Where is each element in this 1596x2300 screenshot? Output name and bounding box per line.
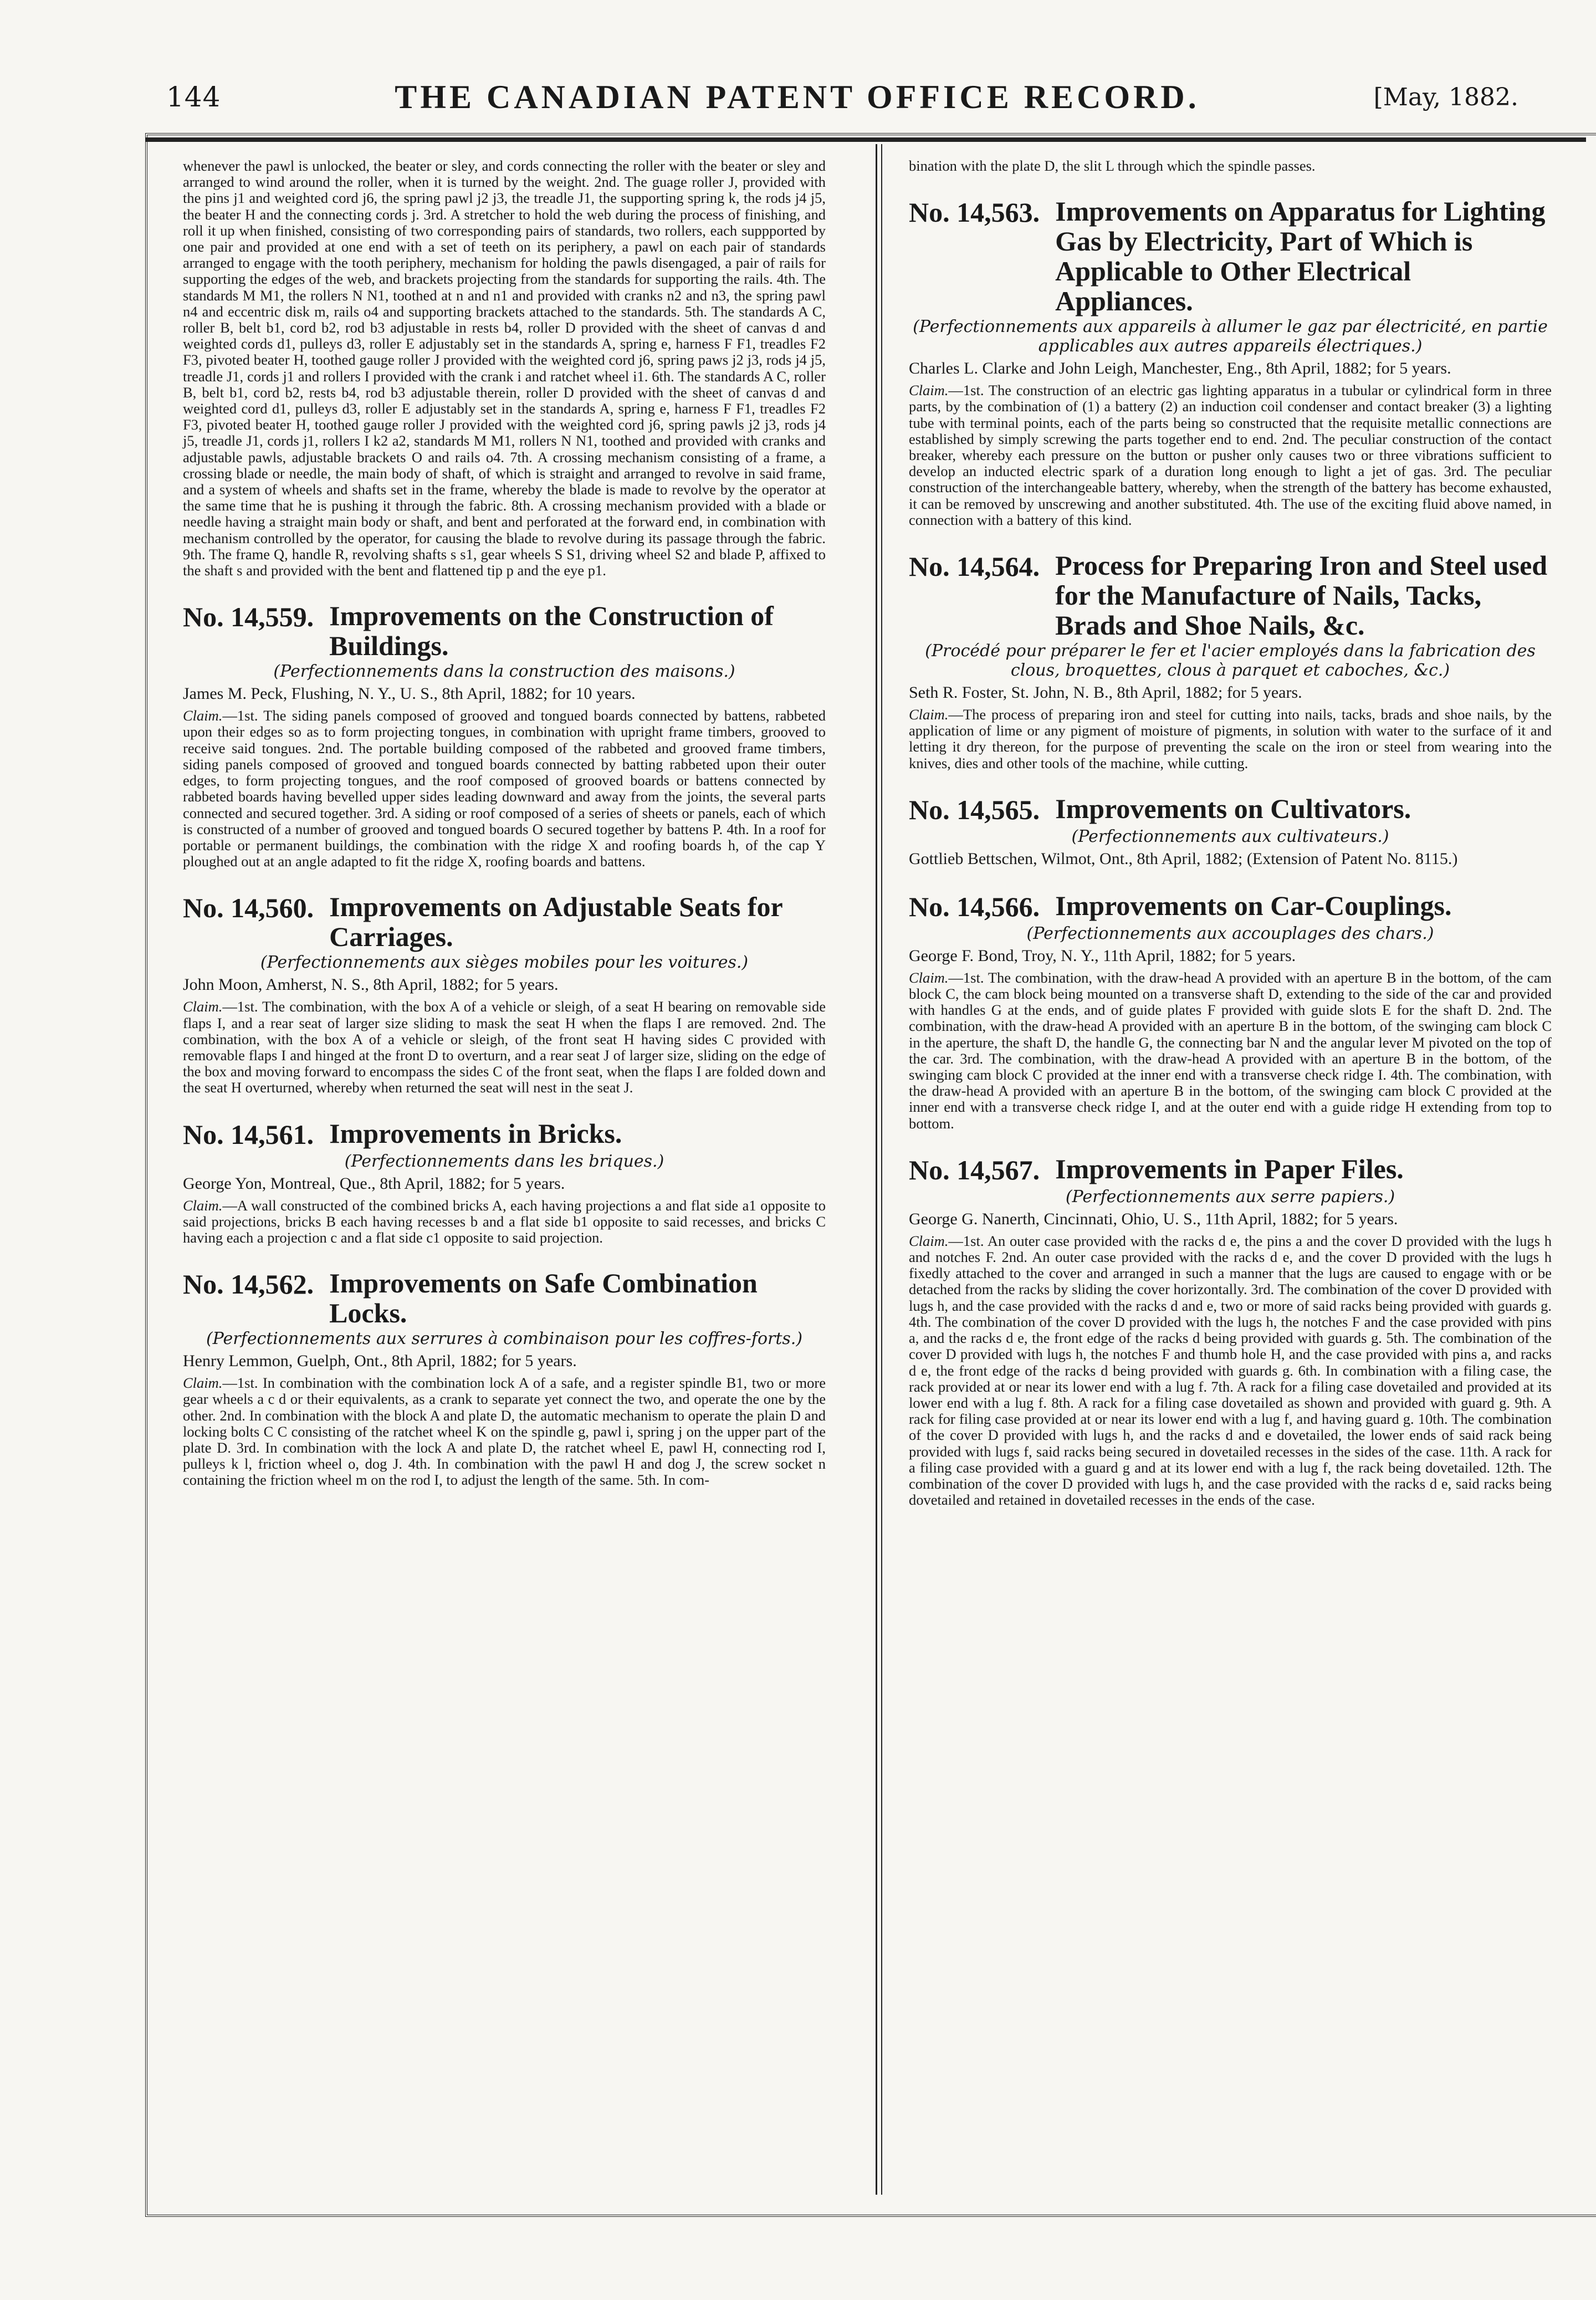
- french-title: (Perfectionnements dans la construction des maisons.): [273, 662, 735, 682]
- inventor-line: George F. Bond, Troy, N. Y., 11th April, 1882; for 5 years.: [909, 946, 1296, 965]
- french-title: (Perfectionnements aux serrures à combinaison pour les coffres-forts.): [206, 1329, 803, 1349]
- claim-body: —1st. The siding panels composed of grooved and tongued boards connected by battens, rabbeted upon their edges so as to form projecting tongues, in combination with upright frame timbers, grooved to receive said tongues. 2nd. The portable building composed of the rabbeted and grooved frame timbers, siding panels composed of grooved and tongued boards connected by batting rabbeted upon their outer edges, to form projecting tongues, and the roof composed of grooved boards or battens connected by rabbeted boards having bevelled upper sides leading downward and away from the joints, the several parts connected and secured together. 3rd. A siding or roof composed of a series of sheets or panels, each of which is constructed of a number of grooved and tongued boards O secured together by battens P. 4th. In a roof for portable or permanent buildings, the combination with the ridge X and roofing boards h, of the cap Y ploughed out at an angle adapted to fit the ridge X, roofing boards and battens.: [183, 707, 826, 870]
- claim-body: —1st. The construction of an electric gas lighting apparatus in a tubular or cylindrical form in three parts, by the combination of (1) a battery (2) an induction coil condenser and contact breaker (3) a lighting tube with terminal points, each of the parts being so constructed that the requisite metallic connections are established by simply screwing the parts together end to end. 2nd. The peculiar construction of the contact breaker, whereby each pressure on the button or pusher only causes two or three vibrations sufficient to develop an inducted electric spark of a duration long enough to light a jet of gas. 3rd. The peculiar construction of the interchangeable battery, whereby, when the strength of the battery has become exhausted, it can be removed by unscrewing and another substituted. 4th. The use of the exciting fluid above named, in connection with a battery of this kind.: [909, 382, 1552, 528]
- patent-number: No. 14,561.: [183, 1118, 314, 1150]
- claim-text: [183, 708, 826, 870]
- patent-number: No. 14,566.: [909, 891, 1040, 922]
- claim-lead: Claim.: [909, 969, 949, 986]
- french-title: (Perfectionnements dans les briques.): [344, 1151, 664, 1171]
- entry-heading: [909, 550, 1552, 640]
- continuation-text: whenever the pawl is unlocked, the beater or sley, and cords connecting the roller with the beater or sley and arranged to wind around the roller, when it is turned by the weight. 2nd. The guage roller J, provided with the pins j1 and weighted cord j6, the spring pawl j2 j3, the treadle J1, the supporting spring k, the rods j4 j5, the beater H and the connecting cords j. 3rd. A stretcher to hold the web during the process of finishing, and roll it up when finished, consisting of two corresponding pairs of standards, two rollers, each suppported by one pair and provided at one end with a set of teeth on its periphery, a pawl on each pair of standards arranged to engage with the tooth periphery, mechanism for holding the pawls disengaged, a pair of rails for supporting the edges of the web, and brackets projecting from the standards for supporting the rails. 4th. The standards M M1, the rollers N N1, toothed at n and n1 and provided with cranks n2 and n3, the spring pawl n4 and eccentric disk m, rails o4 and supporting brackets attached to the standards. 5th. The standards A C, roller B, belt b1, cord b2, rod b3 adjustable in rests b4, roller D provided with the sheet of canvas d and weighted cords d1, pulleys d3, roller E adjustably set in the standards A, spring e, harness F F1, treadles F2 F3, pivoted beater H, toothed gauge roller J provided with the weighted cord j6, spring paws j2 j3, rods j4 j5, treadle J1, cords j1 and rollers I provided with the crank i and ratchet wheel i1. 6th. The standards A C, roller B, belt b1, cord b2, rests b4, rod b3 adjustable therein, roller D provided with the sheet of canvas d and weighted cord d1, pulleys d3, roller E adjustably set in the standards A, spring e, harness F F1, treadles F2 F3, pivoted beater H, toothed gauge roller J provided with the weighted cord j6, spring pawls j2 j3, rods j4 j5, treadle J1, cords j1, rollers I k2 a2, standards M M1, rollers N N1, toothed and provided with cranks and adjustable pawls, adjustable brackets O and rails o4. 7th. A crossing mechanism consisting of a frame, a crossing blade or needle, the main body of shaft, of which is straight and arranged to revolve in said frame, and a system of wheels and shafts set in the frame, whereby the blade is made to revolve by the operator at the same time that he is pushing it through the fabric. 8th. A crossing mechanism provided with a blade or needle having a straight main body or shaft, and bent and perforated at the forward end, in combination with mechanism controlled by the operator, for causing the blade to revolve during its passage through the fabric. 9th. The frame Q, handle R, revolving shafts s s1, gear wheels S S1, driving wheel S2 and blade P, affixed to the shaft s and provided with the bent and flattened tip p and the eye p1.: [183, 157, 826, 579]
- patent-number: No. 14,559.: [183, 601, 314, 633]
- patent-title: Process for Preparing Iron and Steel used for the Manufacture of Nails, Tacks, Brads and Shoe Nails, &c.: [1055, 550, 1548, 641]
- claim-body: —1st. The combination, with the draw-head A provided with an aperture B in the bottom, of the cam block C, the cam block being mounted on a transverse shaft D, extending to the side of the car and provided with handles G at the ends, and of guide plates F provided with guide slots E for the shaft D. 2nd. The combination, with the draw-head A provided with an aperture B in the bottom, of the swinging cam block C in the aperture, the shaft D, the handle G, the connecting bar N and the angular lever M pivoted on the top of the car. 3rd. The combination, with the draw-head A provided with an aperture B in the bottom, of the swinging cam block C provided at the inner end with a transverse check ridge I. 4th. The combination, with the draw-head A provided with an aperture B in the bottom, of the swinging cam block C provided at the inner end with a transverse check ridge I, and at the outer end with a guide ridge H extending from top to bottom.: [909, 969, 1552, 1132]
- claim-text: [909, 707, 1552, 771]
- claim-lead: Claim.: [909, 706, 949, 723]
- claim-body: —The process of preparing iron and steel for cutting into nails, tacks, brads and shoe nails, by the application of lime or any pigment of moisture of pigments, in solution with water to the surface of it and letting it dry thereon, for the purpose of preventing the scale on the iron or steel from wearing into the knives, dies and other tools of the machine, while cutting.: [909, 706, 1552, 771]
- claim-text: [909, 1233, 1552, 1508]
- claim-body: —1st. An outer case provided with the racks d e, the pins a and the cover D provided with the lugs h and notches F. 2nd. An outer case provided with the racks d e, and the cover D provided with the lugs h fixedly attached to the cover and arranged in such a manner that the lugs are caused to engage with or be detached from the racks by sliding the cover horizontally. 3rd. The combination of the cover D provided with lugs h, and the case provided with the racks d and e, two or more of said racks being provided with guards g. 4th. The combination of the cover D provided with the lugs h, the notches F and the case provided with pins a, and the racks d e, the front edge of the racks d being provided with guards g. 5th. The combination of the cover D provided with lugs h, the notches F and thumb hole H, and the case provided with pins a, and racks d e, the front edge of the racks d being provided with guards g. 6th. In combination with a filing case, the rack provided at or near its lower end with a lug f. 7th. A rack for a filing case dovetailed and provided at its lower end with a lug f. 8th. A rack for a filing case dovetailed as shown and provided with guard g. 9th. A rack for filing case provided at or near its lower end with a lug f, and having guard g. 10th. The combination of the cover D provided with lugs h, and the racks d and e dovetailed, the lower ends of said rack being provided with lugs f, said racks being secured in dovetailed recesses in the sides of the case. 11th. A rack for a filing case provided with a guard g and at its lower end with a lug f, the rack being dovetailed. 12th. The combination of the cover D provided with lugs h, and the case provided with the racks d e, said racks being dovetailed and retained in dovetailed recesses in the ends of the case.: [909, 1232, 1552, 1509]
- inventor-line: Seth R. Foster, St. John, N. B., 8th April, 1882; for 5 years.: [909, 683, 1302, 702]
- patent-title: Improvements in Bricks.: [329, 1117, 622, 1149]
- entry-heading: [909, 891, 1552, 923]
- french-title: (Perfectionnements aux accouplages des chars.): [1026, 923, 1434, 943]
- top-rule: [145, 137, 1586, 142]
- claim-body: —1st. In combination with the combination lock A of a safe, and a register spindle B1, two or more gear wheels a c d or their equivalents, as a crank to separate yet connect the two, and operate the one by the other. 2nd. In combination with the block A and plate D, the automatic mechanism to operate the plain D and locking bolts C C consisting of the ratchet wheel K on the spindle g, pawl i, spring j on the upper part of the plate D. 3rd. In combination with the lock A and plate D, the ratchet wheel E, pawl H, connecting rod I, pulleys k l, friction wheel o, dog J. 4th. In combination with the pawl H and dog J, the screw socket n containing the friction wheel m on the rod I, to adjust the length of the same. 5th. In com-: [183, 1374, 826, 1489]
- french-title: (Procédé pour préparer le fer et l'acier employés dans la fabrication des clous, broquettes, clous à parquet et caboches, &c.): [925, 641, 1536, 681]
- patent-entry: [909, 550, 1552, 771]
- claim-lead: Claim.: [909, 1232, 949, 1249]
- column-divider: [876, 144, 877, 2195]
- inventor-line: Gottlieb Bettschen, Wilmot, Ont., 8th April, 1882; (Extension of Patent No. 8115.): [909, 849, 1458, 868]
- patent-title: Improvements on Apparatus for Lighting Gas by Electricity, Part of Which is Applicable to Other Electrical Appliances.: [1055, 196, 1546, 317]
- patent-title: Improvements on Adjustable Seats for Carriages.: [329, 891, 782, 953]
- french-title: (Perfectionnements aux serre papiers.): [1065, 1187, 1395, 1207]
- patent-entry: [183, 1268, 826, 1488]
- claim-lead: Claim.: [183, 1197, 223, 1214]
- patent-entry: [909, 891, 1552, 1132]
- patent-title: Improvements in Paper Files.: [1055, 1153, 1404, 1184]
- patent-number: No. 14,565.: [909, 794, 1040, 825]
- claim-lead: Claim.: [909, 382, 949, 399]
- right-column: [909, 158, 1552, 1508]
- patent-entry: [909, 196, 1552, 528]
- patent-entry: [183, 601, 826, 870]
- claim-body: —A wall constructed of the combined bricks A, each having projections a and flat side a1 opposite to said projections, bricks B each having recesses b and a flat side b1 opposite to said recesses, and bricks C having each a projection c and a flat side c1 opposite to said projection.: [183, 1197, 826, 1246]
- issue-date: [May, 1882.: [1373, 83, 1518, 111]
- column-divider-inner: [881, 144, 882, 2195]
- entry-heading: [183, 892, 826, 952]
- patent-entry: [909, 794, 1552, 868]
- patent-entry: [183, 892, 826, 1096]
- french-title: (Perfectionnements aux cultivateurs.): [1071, 826, 1389, 846]
- patent-number: No. 14,563.: [909, 197, 1040, 228]
- patent-title: Improvements on the Construction of Buildings.: [329, 600, 774, 662]
- entry-heading: [183, 1118, 826, 1151]
- patent-title: Improvements on Safe Combination Locks.: [329, 1267, 758, 1329]
- page-header: [166, 67, 1518, 127]
- patent-number: No. 14,567.: [909, 1154, 1040, 1185]
- entry-heading: [183, 601, 826, 661]
- entry-heading: [909, 196, 1552, 316]
- claim-lead: Claim.: [183, 998, 223, 1015]
- patent-title: Improvements on Cultivators.: [1055, 793, 1411, 824]
- patent-entry: [909, 1154, 1552, 1508]
- patent-title: Improvements on Car-Couplings.: [1055, 890, 1452, 921]
- claim-text: [183, 1375, 826, 1488]
- claim-text: [909, 382, 1552, 528]
- claim-lead: Claim.: [183, 1374, 223, 1392]
- left-column: [183, 158, 826, 1489]
- entry-heading: [183, 1268, 826, 1328]
- claim-text: [909, 970, 1552, 1132]
- inventor-line: George Yon, Montreal, Que., 8th April, 1882; for 5 years.: [183, 1174, 565, 1193]
- french-title: (Perfectionnements aux appareils à allumer le gaz par électricité, en partie applicables aux autres appareils électriques.): [913, 317, 1548, 356]
- claim-lead: Claim.: [183, 707, 223, 724]
- inventor-line: James M. Peck, Flushing, N. Y., U. S., 8th April, 1882; for 10 years.: [183, 684, 636, 703]
- entry-heading: [909, 1154, 1552, 1186]
- claim-text: [183, 1198, 826, 1246]
- patent-number: No. 14,562.: [183, 1269, 314, 1300]
- entry-heading: [909, 794, 1552, 826]
- french-title: (Perfectionnements aux sièges mobiles pour les voitures.): [260, 953, 749, 973]
- journal-title: THE CANADIAN PATENT OFFICE RECORD.: [395, 78, 1200, 115]
- page-number: 144: [166, 81, 221, 113]
- inventor-line: George G. Nanerth, Cincinnati, Ohio, U. S., 11th April, 1882; for 5 years.: [909, 1209, 1398, 1228]
- inventor-line: Charles L. Clarke and John Leigh, Manchester, Eng., 8th April, 1882; for 5 years.: [909, 359, 1451, 378]
- patent-number: No. 14,560.: [183, 892, 314, 924]
- patent-number: No. 14,564.: [909, 551, 1040, 582]
- patent-entry: [183, 1118, 826, 1246]
- claim-body: —1st. The combination, with the box A of a vehicle or sleigh, of a seat H bearing on removable side flaps I, and a rear seat of larger size sliding to mask the seat H when the flaps I are removed. 2nd. The combination, with the box A of a vehicle or sleigh, of the front seat H having sides C provided with removable flaps I and hinged at the front D to overturn, and a rear seat J of larger size, sliding on the edge of the box and moving forward to encompass the sides C of the front seat, when the flaps I are folded down and the seat H overturned, whereby when returned the seat will nest in the seat J.: [183, 998, 826, 1096]
- claim-text: [183, 999, 826, 1096]
- inventor-line: Henry Lemmon, Guelph, Ont., 8th April, 1882; for 5 years.: [183, 1352, 577, 1371]
- inventor-line: John Moon, Amherst, N. S., 8th April, 1882; for 5 years.: [183, 975, 559, 994]
- continuation-text: bination with the plate D, the slit L through which the spindle passes.: [909, 157, 1316, 174]
